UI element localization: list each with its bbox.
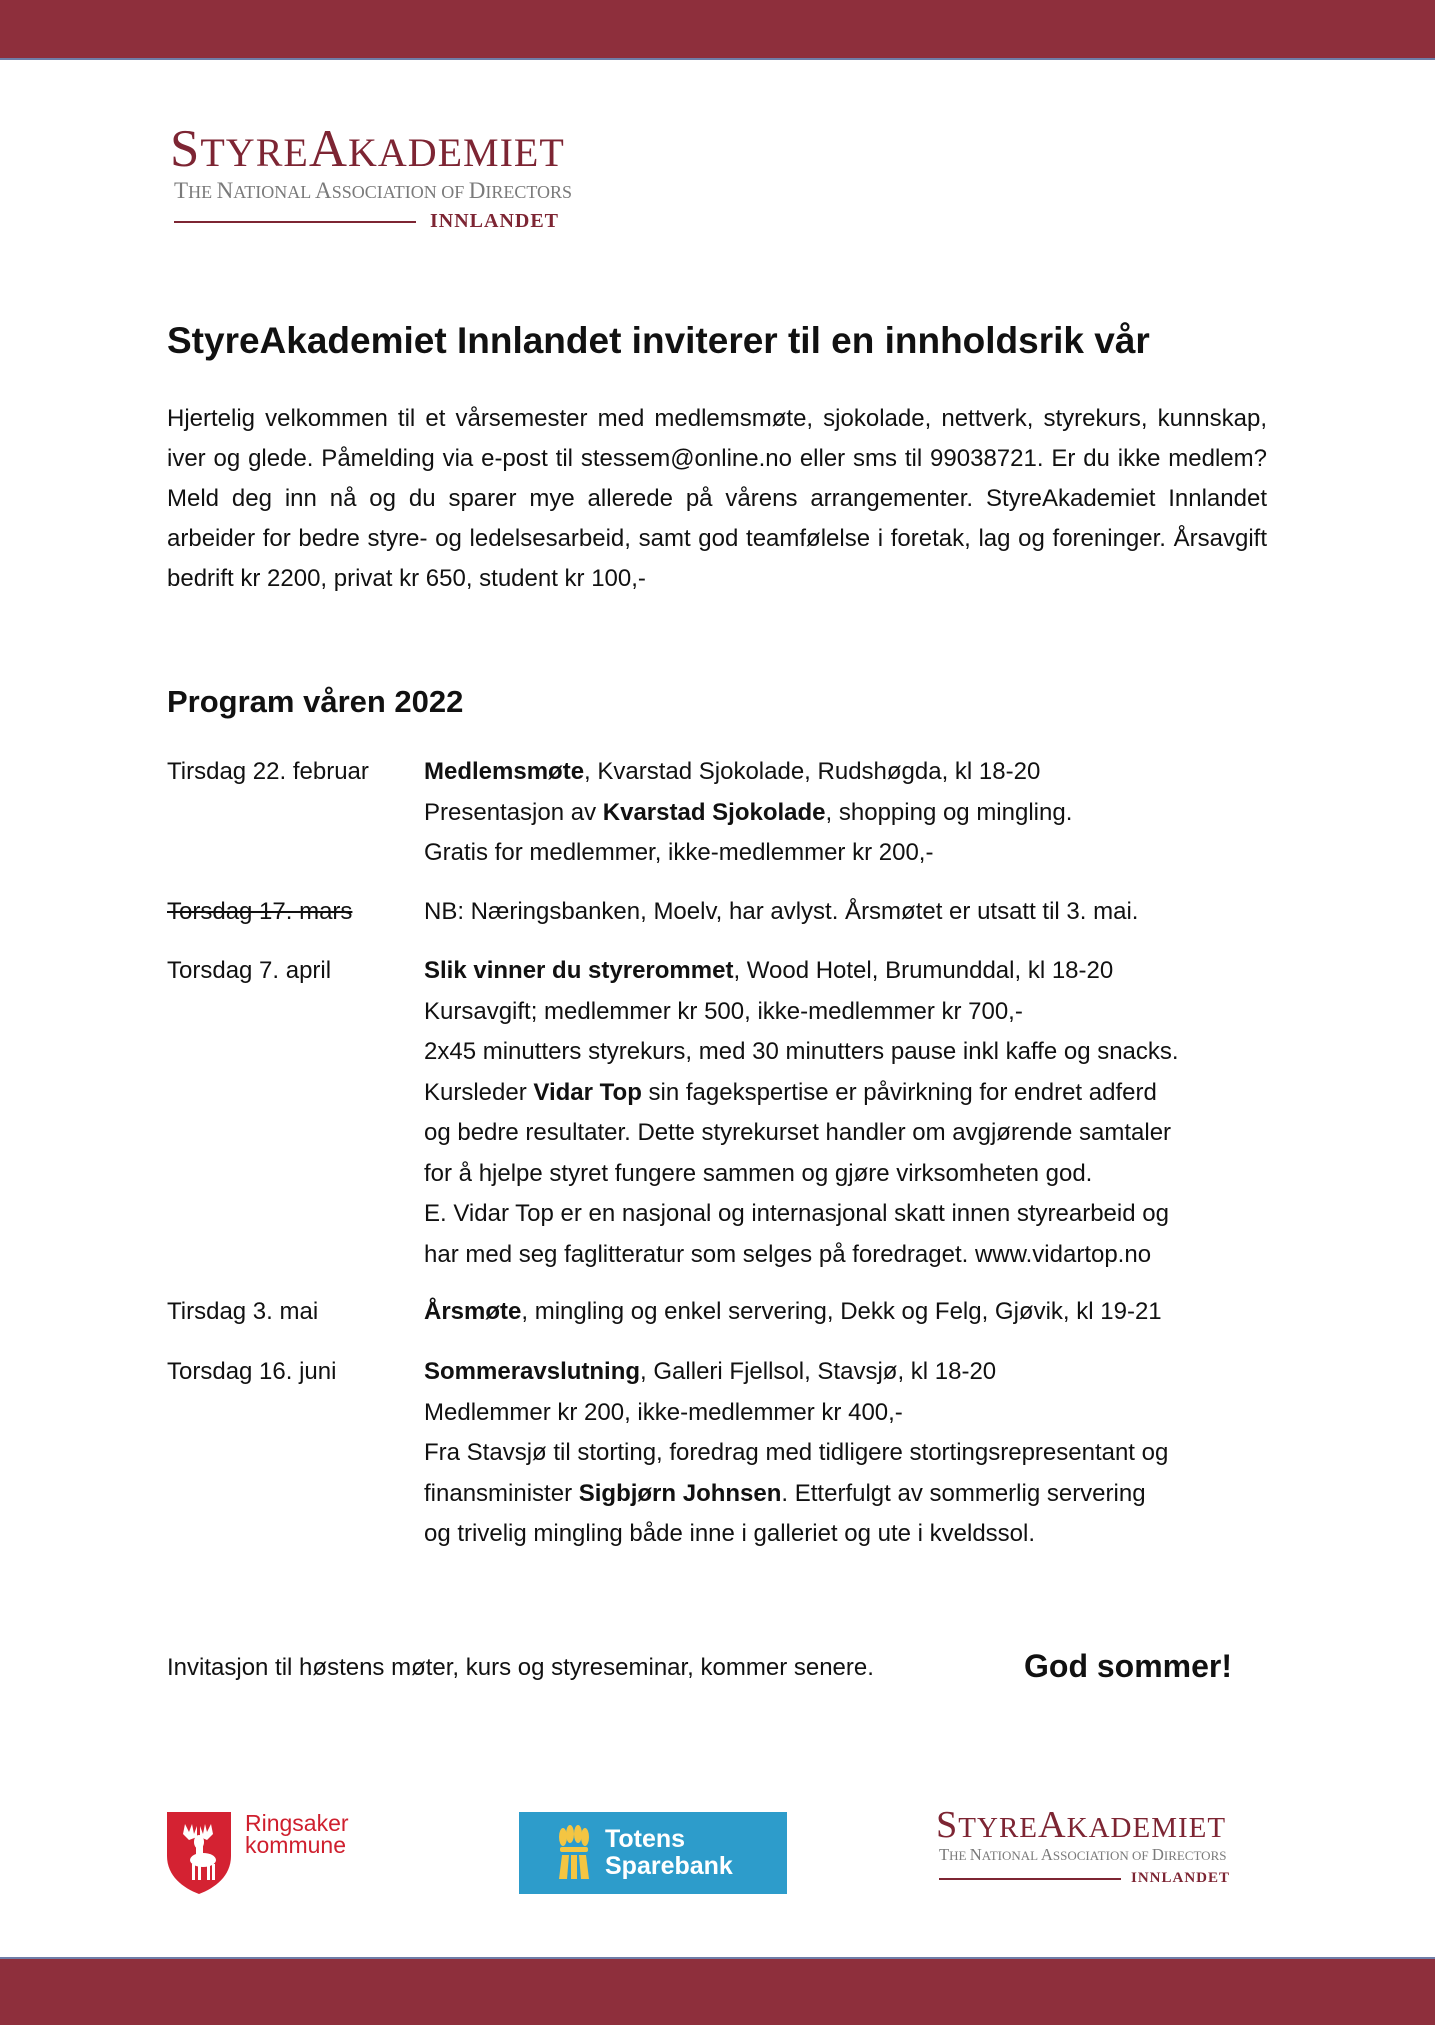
event-date: Tirsdag 3. mai — [167, 1298, 319, 1325]
event-text: Kursavgift; medlemmer kr 500, ikke-medlemmer kr 700,- — [424, 997, 1023, 1025]
event-text: Presentasjon av — [424, 798, 603, 826]
sponsor-name-line2: kommune — [245, 1832, 346, 1858]
event-text: NB: Næringsbanken, Moelv, har avlyst. Årsmøtet er utsatt til 3. mai. — [424, 898, 1139, 925]
event-date: Tirsdag 22. februar — [167, 758, 369, 785]
styreakademiet-logo — [170, 120, 573, 233]
event-line — [424, 1113, 1434, 1154]
event-text: Medlemmer kr 200, ikke-medlemmer kr 400,- — [424, 1398, 903, 1426]
event-text: har med seg faglitteratur som selges på foredraget. www.vidartop.no — [424, 1240, 1152, 1268]
intro-paragraph: Hjertelig velkommen til et vårsemester med medlemsmøte, sjokolade, nettverk, styrekurs, kunnskap, iver og glede. Påmelding via e-post til stessem@online.no eller sms til 99038721. Er du ikke medlem? Meld deg inn nå og du sparer mye allerede på vårens arrangementer. StyreAkademiet Innlandet arbeider for bedre styre- og ledelsesarbeid, samt god teamfølelse i foretak, lag og foreninger. Årsavgift bedrift kr 2200, privat kr 650, student kr 100,- — [167, 405, 1267, 592]
event-text: , Kvarstad Sjokolade, Rudshøgda, kl 18-20 — [584, 758, 1041, 785]
event-date: Torsdag 7. april — [167, 957, 332, 984]
event-text: , Galleri Fjellsol, Stavsjø, kl 18-20 — [640, 1358, 997, 1385]
event-description — [424, 951, 1434, 1275]
event-text: Gratis for medlemmer, ikke-medlemmer kr 200,- — [424, 839, 934, 866]
sponsor-name-line1: Ringsaker — [245, 1810, 349, 1836]
top-banner — [0, 0, 1435, 60]
closing-greeting: God sommer! — [1024, 1648, 1233, 1684]
event-text: og trivelig mingling både inne i galleriet og ute i kveldssol. — [424, 1520, 1036, 1547]
event-line — [424, 1235, 1434, 1276]
logo-wordmark: STYREAKADEMIET — [170, 120, 565, 178]
event-line — [424, 1292, 1434, 1333]
event-date: Torsdag 17. mars — [167, 898, 353, 925]
event-highlight: Vidar Top — [533, 1078, 642, 1106]
event-line — [424, 752, 1434, 793]
event-description — [424, 752, 1434, 874]
sponsor-name-line1: Totens — [605, 1825, 686, 1853]
event-text: , mingling og enkel servering, Dekk og Felg, Gjøvik, kl 19-21 — [521, 1298, 1162, 1325]
event-text: for å hjelpe styret fungere sammen og gjøre virksomheten god. — [424, 1159, 1093, 1187]
event-text: finansminister — [424, 1479, 579, 1507]
event-highlight: Sigbjørn Johnsen — [578, 1479, 782, 1507]
event-text: , shopping og mingling. — [825, 798, 1073, 826]
wheat-sheaf-icon — [555, 1825, 593, 1881]
event-description — [424, 1352, 1434, 1555]
event-line — [424, 951, 1434, 992]
event-line — [424, 793, 1434, 834]
logo-region: INNLANDET — [430, 210, 560, 232]
event-line — [424, 1514, 1434, 1555]
event-line — [424, 1194, 1434, 1235]
styreakademiet-logo-small — [936, 1804, 1231, 1887]
logo-rule — [174, 221, 416, 223]
event-text: E. Vidar Top er en nasjonal og internasjonal skatt innen styrearbeid og — [424, 1200, 1169, 1227]
event-highlight: Slik vinner du styrerommet — [424, 957, 734, 984]
moose-shield-icon — [165, 1810, 233, 1896]
program-heading: Program våren 2022 — [167, 684, 464, 719]
bottom-banner — [0, 1957, 1435, 2025]
event-line — [424, 992, 1434, 1033]
event-line — [424, 1073, 1434, 1114]
event-date: Torsdag 16. juni — [167, 1358, 337, 1385]
logo-subtitle: THE NATIONAL ASSOCIATION OF DIRECTORS — [174, 177, 573, 203]
event-highlight: Årsmøte — [424, 1298, 522, 1325]
event-line — [424, 833, 1434, 874]
event-text: sin fagekspertise er påvirkning for endret adferd — [641, 1078, 1157, 1106]
event-text: Kursleder — [424, 1078, 534, 1106]
event-highlight: Sommeravslutning — [424, 1358, 641, 1385]
event-line — [424, 892, 1434, 933]
event-highlight: Medlemsmøte — [424, 758, 585, 785]
event-text: Fra Stavsjø til storting, foredrag med tidligere stortingsrepresentant og — [424, 1439, 1169, 1466]
event-line — [424, 1393, 1434, 1434]
logo-rule — [939, 1878, 1121, 1880]
event-description — [424, 892, 1434, 933]
event-line — [424, 1474, 1434, 1515]
event-text: . Etterfulgt av sommerlig servering — [781, 1479, 1146, 1507]
event-text: og bedre resultater. Dette styrekurset handler om avgjørende samtaler — [424, 1119, 1172, 1146]
logo-region: INNLANDET — [1131, 1870, 1231, 1886]
event-description — [424, 1292, 1434, 1333]
event-line — [424, 1352, 1434, 1393]
event-line — [424, 1433, 1434, 1474]
headline: StyreAkademiet Innlandet inviterer til en innholdsrik vår — [167, 320, 1150, 361]
event-highlight: Kvarstad Sjokolade — [602, 798, 826, 826]
logo-wordmark: STYREAKADEMIET — [936, 1804, 1227, 1846]
ringsaker-kommune-logo — [165, 1810, 349, 1896]
event-text: 2x45 minutters styrekurs, med 30 minutters pause inkl kaffe og snacks. — [424, 1038, 1179, 1065]
totens-sparebank-logo — [519, 1812, 787, 1894]
logo-subtitle: THE NATIONAL ASSOCIATION OF DIRECTORS — [939, 1845, 1227, 1864]
event-text: , Wood Hotel, Brumunddal, kl 18-20 — [733, 957, 1114, 984]
event-line — [424, 1032, 1434, 1073]
autumn-invitation-note: Invitasjon til høstens møter, kurs og styreseminar, kommer senere. — [167, 1654, 874, 1681]
sponsor-name-line2: Sparebank — [605, 1852, 733, 1880]
event-line — [424, 1154, 1434, 1195]
